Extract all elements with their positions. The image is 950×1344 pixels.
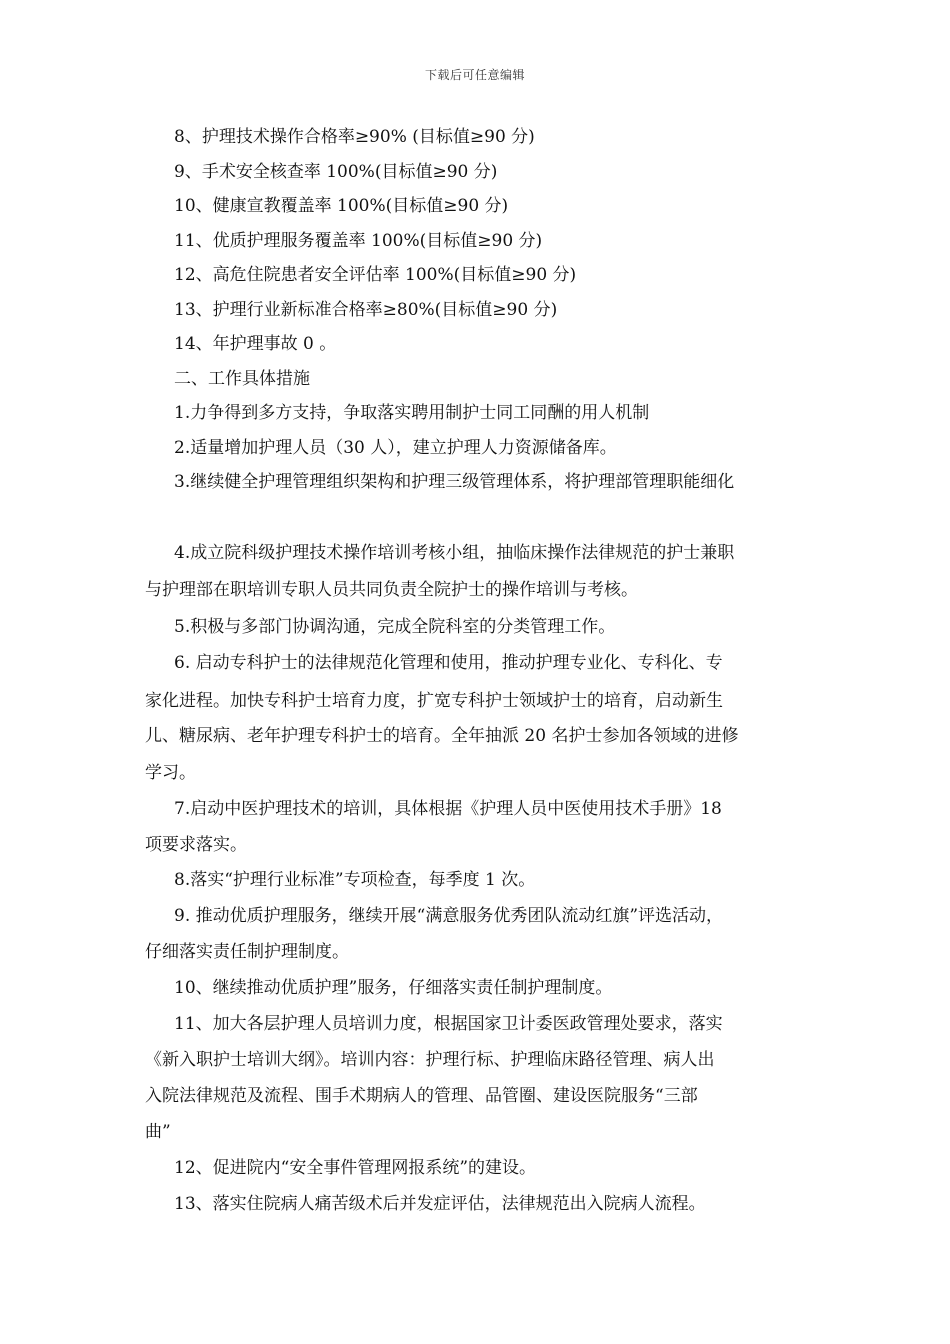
measure-item-2: 2.适量增加护理人员（30 人），建立护理人力资源储备库。 xyxy=(174,438,617,458)
measure-item-3: 3.继续健全护理管理组织架构和护理三级管理体系，将护理部管理职能细化 xyxy=(174,472,735,492)
measure-item-6-line-2: 家化进程。加快专科护士培育力度，扩宽专科护士领域护士的培育，启动新生 xyxy=(145,691,723,711)
goal-item-10: 10、健康宣教覆盖率 100%(目标值≥90 分) xyxy=(174,196,509,216)
measure-item-7-line-1: 7.启动中医护理技术的培训，具体根据《护理人员中医使用技术手册》18 xyxy=(174,799,722,819)
measure-item-6-line-4: 学习。 xyxy=(145,763,196,783)
measure-item-5: 5.积极与多部门协调沟通，完成全院科室的分类管理工作。 xyxy=(174,617,616,637)
goal-item-14: 14、年护理事故 0 。 xyxy=(174,334,337,354)
goal-item-12: 12、高危住院患者安全评估率 100%(目标值≥90 分) xyxy=(174,265,577,285)
goal-item-13: 13、护理行业新标准合格率≥80%(目标值≥90 分) xyxy=(174,300,558,320)
goal-item-11: 11、优质护理服务覆盖率 100%(目标值≥90 分) xyxy=(174,231,543,251)
measure-item-6-line-3: 儿、糖尿病、老年护理专科护士的培育。全年抽派 20 名护士参加各领域的进修 xyxy=(145,726,739,746)
measure-item-12: 12、促进院内“安全事件管理网报系统”的建设。 xyxy=(174,1158,537,1178)
goal-item-9: 9、手术安全核查率 100%(目标值≥90 分) xyxy=(174,162,498,182)
measure-item-13: 13、落实住院病人痛苦级术后并发症评估，法律规范出入院病人流程。 xyxy=(174,1194,706,1214)
measure-item-11-line-3: 入院法律规范及流程、围手术期病人的管理、品管圈、建设医院服务“三部 xyxy=(145,1086,698,1106)
measure-item-10: 10、继续推动优质护理”服务，仔细落实责任制护理制度。 xyxy=(174,978,613,998)
measure-item-4-line-1: 4.成立院科级护理技术操作培训考核小组，抽临床操作法律规范的护士兼职 xyxy=(174,543,735,563)
measure-item-4-line-2: 与护理部在职培训专职人员共同负责全院护士的操作培训与考核。 xyxy=(145,580,638,600)
section-heading: 二、工作具体措施 xyxy=(174,369,310,389)
measure-item-1: 1.力争得到多方支持，争取落实聘用制护士同工同酬的用人机制 xyxy=(174,403,650,423)
measure-item-11-line-2: 《新入职护士培训大纲》。培训内容：护理行标、护理临床路径管理、病人出 xyxy=(145,1050,715,1070)
measure-item-6-line-1: 6. 启动专科护士的法律规范化管理和使用，推动护理专业化、专科化、专 xyxy=(174,653,723,673)
measure-item-11-line-1: 11、加大各层护理人员培训力度，根据国家卫计委医政管理处要求，落实 xyxy=(174,1014,723,1034)
measure-item-8: 8.落实“护理行业标准”专项检查，每季度 1 次。 xyxy=(174,870,536,890)
goal-item-8: 8、护理技术操作合格率≥90% (目标值≥90 分) xyxy=(174,127,535,147)
measure-item-9-line-2: 仔细落实责任制护理制度。 xyxy=(145,942,349,962)
measure-item-9-line-1: 9. 推动优质护理服务，继续开展“满意服务优秀团队流动红旗”评选活动， xyxy=(174,906,724,926)
measure-item-7-line-2: 项要求落实。 xyxy=(145,835,247,855)
measure-item-11-line-4: 曲” xyxy=(145,1122,171,1142)
page-header-note: 下载后可任意编辑 xyxy=(424,68,525,82)
